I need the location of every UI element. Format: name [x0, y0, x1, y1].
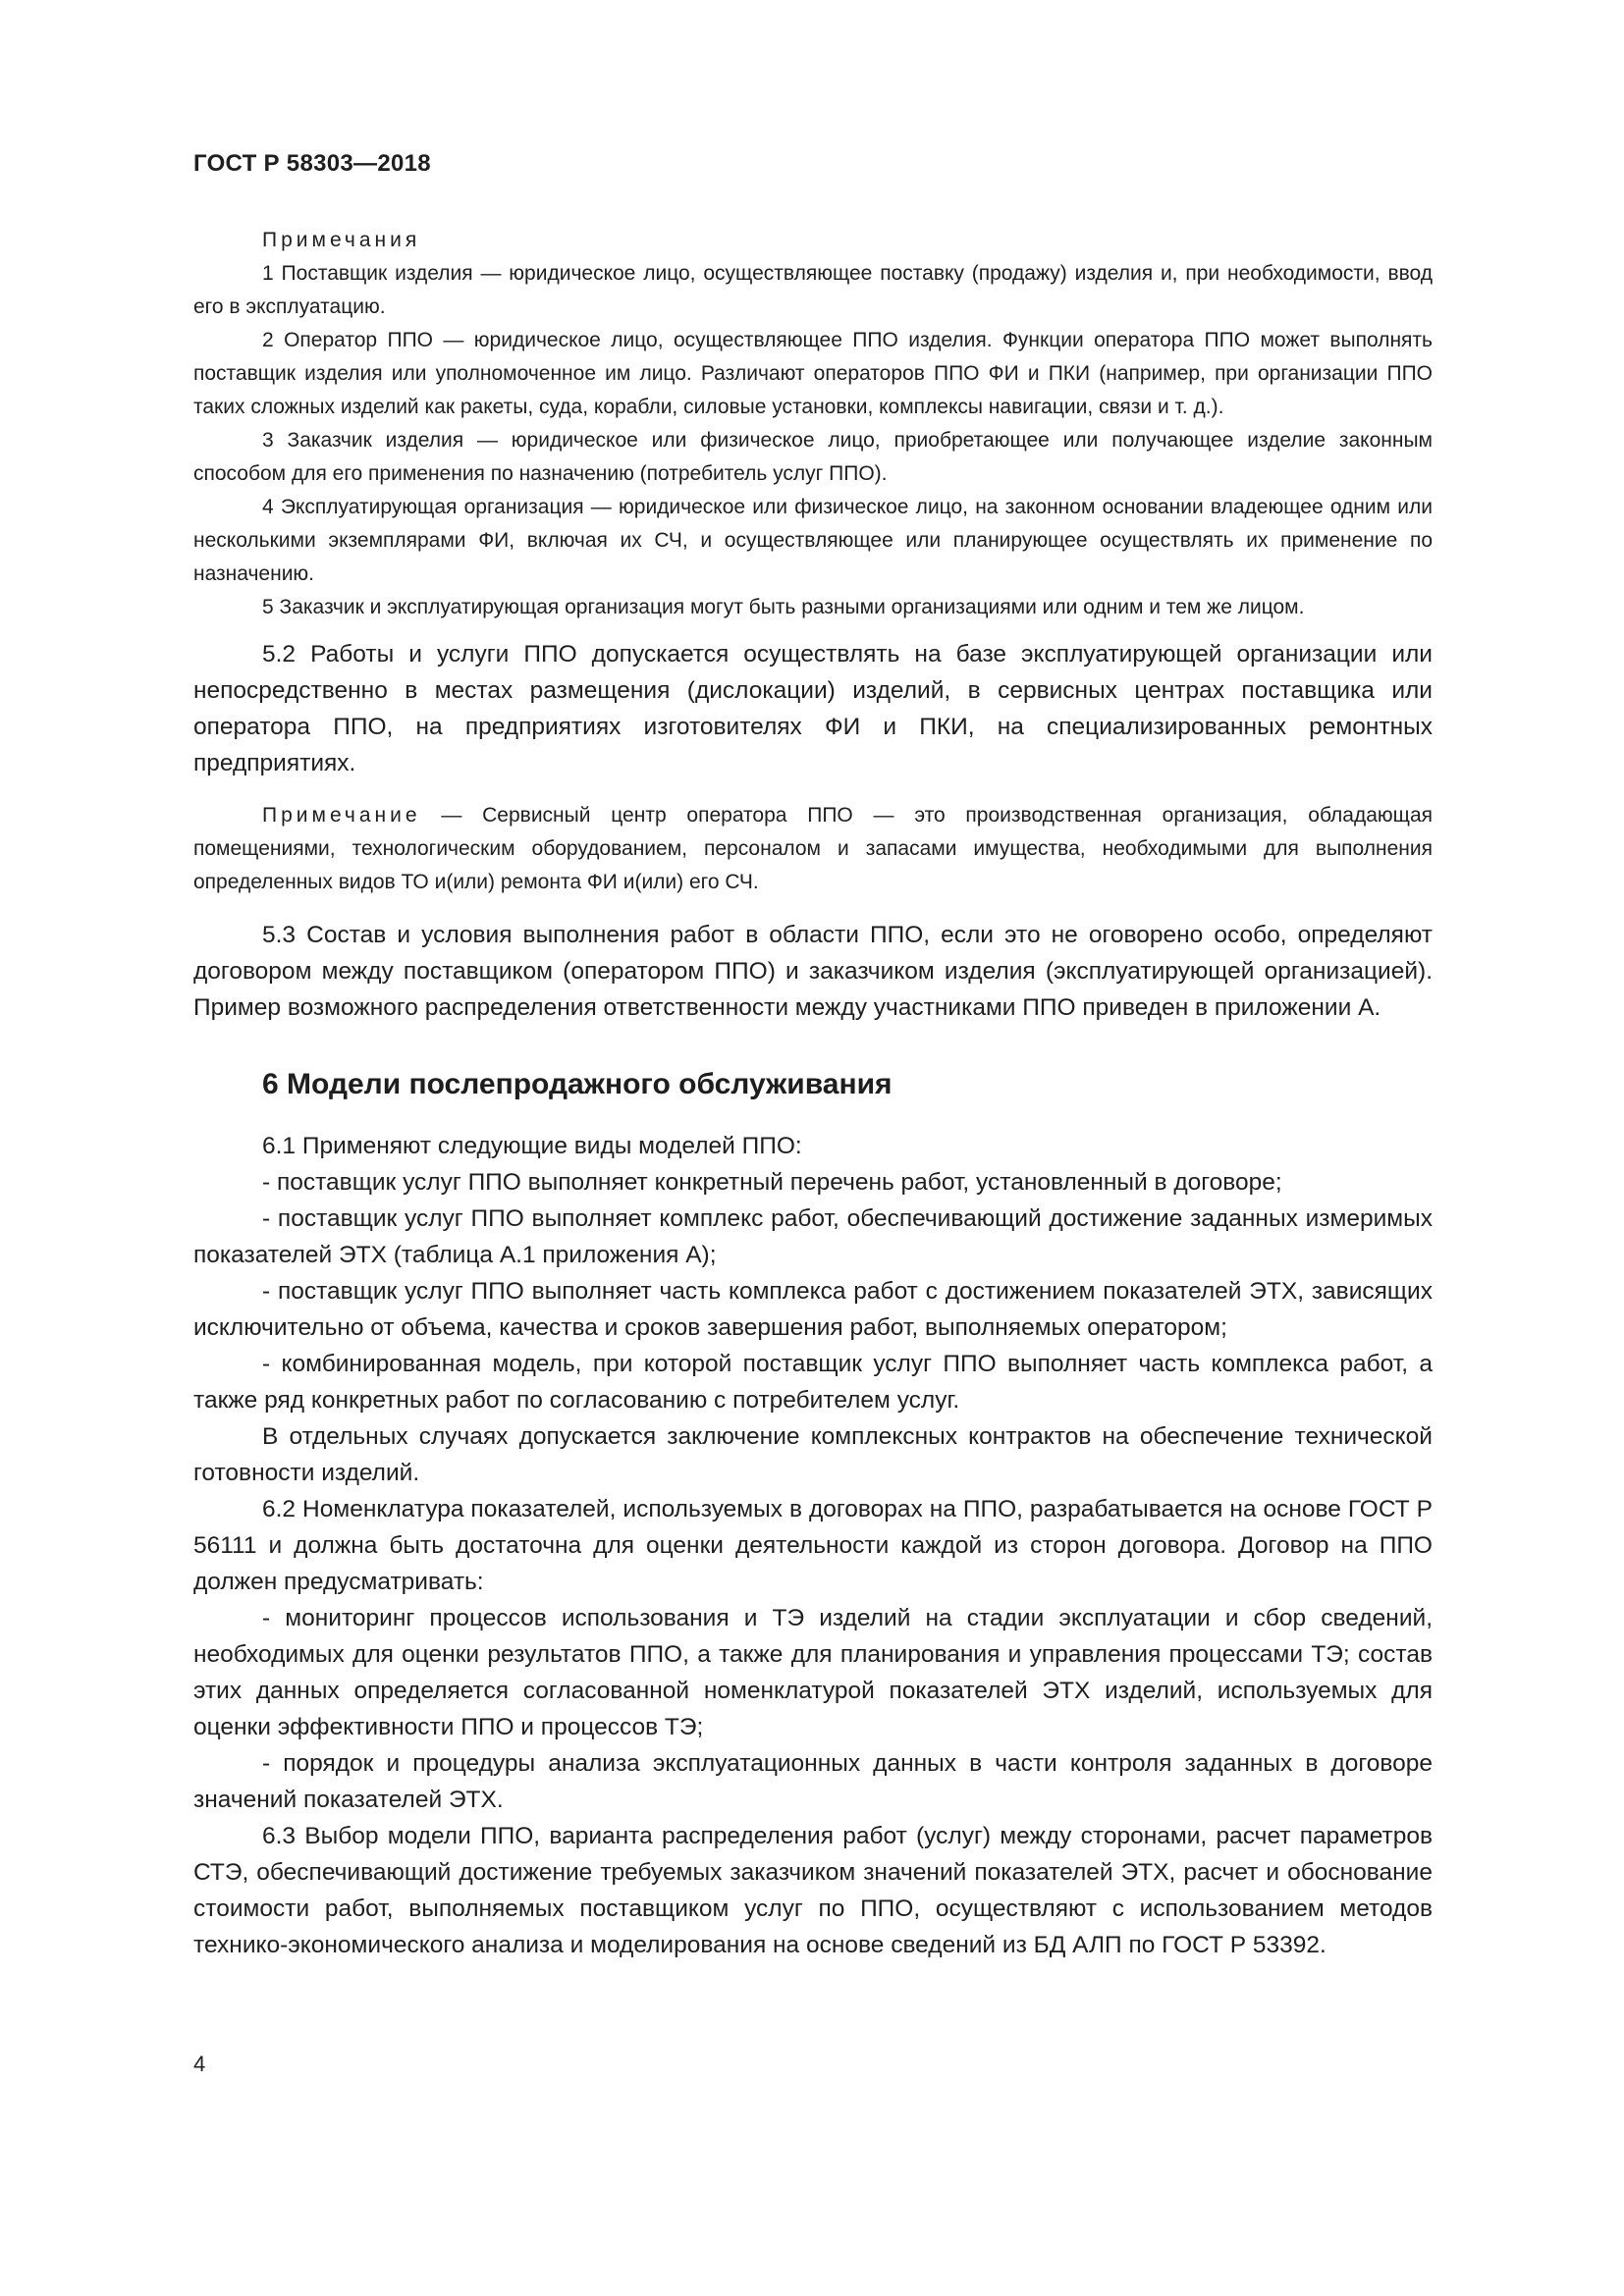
- document-header: ГОСТ Р 58303—2018: [193, 150, 431, 177]
- note-item: 3 Заказчик изделия — юридическое или физическое лицо, приобретающее или получающее изделие законным способом для его применения по назначению (потребитель услуг ППО).: [193, 429, 1433, 485]
- paragraph: 6.3 Выбор модели ППО, варианта распределения работ (услуг) между сторонами, расчет параметров СТЭ, обеспечивающий достижение требуемых заказчиком значений показателей ЭТХ, расчет и обоснование стоимости работ, выполняемых поставщиком услуг по ППО, осуществляют с использованием методов технико-экономического анализа и моделирования на основе сведений из БД АЛП по ГОСТ Р 53392.: [193, 1823, 1433, 1958]
- page-number: 4: [193, 2052, 206, 2076]
- list-item: - поставщик услуг ППО выполняет конкретный перечень работ, установленный в договоре;: [262, 1169, 1282, 1196]
- note-item: 4 Эксплуатирующая организация — юридическое или физическое лицо, на законном основании владеющее одним или несколькими экземплярами ФИ, включая их СЧ, и осуществляющее или планирующее осуществлять их применение по назначению.: [193, 496, 1433, 585]
- paragraph: 6.2 Номенклатура показателей, используемых в договорах на ППО, разрабатывается на основе ГОСТ Р 56111 и должна быть достаточна для оценки деятельности каждой из сторон договора. Договор на ППО должен предусматривать:: [193, 1496, 1433, 1595]
- clause-5-3: 5.3 Состав и условия выполнения работ в области ППО, если это не оговорено особо, определяют договором между поставщиком (оператором ППО) и заказчиком изделия (эксплуатирующей организацией). Пример возможного распределения ответственности между участниками ППО приведен в приложении А.: [193, 922, 1433, 1021]
- notes-block: [193, 224, 1433, 624]
- paragraph: 6.1 Применяют следующие виды моделей ППО:: [262, 1133, 802, 1159]
- list-item: - поставщик услуг ППО выполняет комплекс работ, обеспечивающий достижение заданных измеримых показателей ЭТХ (таблица А.1 приложения А);: [193, 1205, 1433, 1268]
- note-label: Примечание: [262, 804, 421, 827]
- section-6-body: [193, 1128, 1433, 1963]
- note-5-2: [193, 799, 1433, 899]
- note-text: — Сервисный центр оператора ППО — это производственная организация, обладающая помещениями, технологическим оборудованием, персоналом и запасами имущества, необходимыми для выполнения определенных видов ТО и(или) ремонта ФИ и(или) его СЧ.: [193, 804, 1433, 893]
- list-item: - комбинированная модель, при которой поставщик услуг ППО выполняет часть комплекса работ, а также ряд конкретных работ по согласованию с потребителем услуг.: [193, 1351, 1433, 1414]
- list-item: - мониторинг процессов использования и ТЭ изделий на стадии эксплуатации и сбор сведений, необходимых для оценки результатов ППО, а также для планирования и управления процессами ТЭ; состав этих данных определяется согласованной номенклатурой показателей ЭТХ изделий, используемых для оценки эффективности ППО и процессов ТЭ;: [193, 1605, 1433, 1740]
- list-item: - поставщик услуг ППО выполняет часть комплекса работ с достижением показателей ЭТХ, зависящих исключительно от объема, качества и сроков завершения работ, выполняемых оператором;: [193, 1278, 1433, 1341]
- notes-title: Примечания: [262, 229, 421, 251]
- paragraph: В отдельных случаях допускается заключение комплексных контрактов на обеспечение технической готовности изделий.: [193, 1423, 1433, 1486]
- clause-5-2: 5.2 Работы и услуги ППО допускается осуществлять на базе эксплуатирующей организации или непосредственно в местах размещения (дислокации) изделий, в сервисных центрах поставщика или оператора ППО, на предприятиях изготовителях ФИ и ПКИ, на специализированных ремонтных предприятиях.: [193, 641, 1433, 776]
- section-6-heading: 6 Модели послепродажного обслуживания: [262, 1068, 893, 1100]
- note-item: 1 Поставщик изделия — юридическое лицо, осуществляющее поставку (продажу) изделия и, при необходимости, ввод его в эксплуатацию.: [193, 262, 1433, 318]
- page-content: [193, 224, 1433, 1963]
- note-item: 2 Оператор ППО — юридическое лицо, осуществляющее ППО изделия. Функции оператора ППО может выполнять поставщик изделия или уполномоченное им лицо. Различают операторов ППО ФИ и ПКИ (например, при организации ППО таких сложных изделий как ракеты, суда, корабли, силовые установки, комплексы навигации, связи и т. д.).: [193, 329, 1433, 418]
- list-item: - порядок и процедуры анализа эксплуатационных данных в части контроля заданных в договоре значений показателей ЭТХ.: [193, 1750, 1433, 1813]
- note-item: 5 Заказчик и эксплуатирующая организация могут быть разными организациями или одним и тем же лицом.: [262, 596, 1305, 618]
- clause-5-3-block: [193, 917, 1433, 1026]
- clause-5-2-block: [193, 636, 1433, 781]
